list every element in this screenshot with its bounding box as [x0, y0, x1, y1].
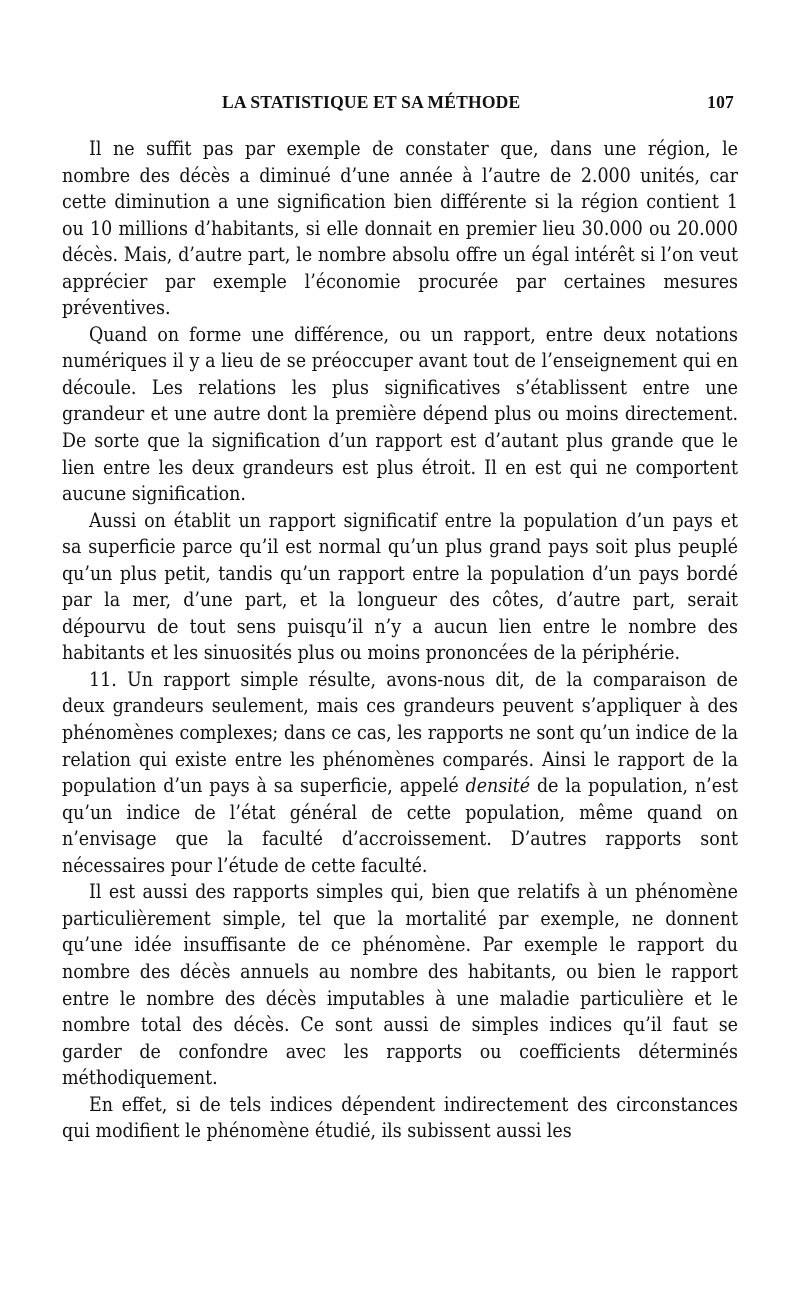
paragraph-4: [62, 667, 738, 879]
page-header: [62, 92, 738, 120]
paragraph-6: [62, 1092, 738, 1145]
paragraph-2: [62, 322, 738, 508]
paragraph-text: Il ne suffit pas par exemple de constater que, dans une région, le nombre des décès a diminué d’une année à l’autre de 2.000 unités, car cette diminution a une signification bien différente si la région contient 1 ou 10 millions d’habitants, si elle donnait en premier lieu 30.000 ou 20.000 décès. Mais, d’autre part, le nombre absolu offre un égal intérêt si l’on veut apprécier par exemple l’économie procurée par certaines mesures préventives.: [62, 137, 738, 320]
paragraph-text: Quand on forme une différence, ou un rapport, entre deux notations numériques il y a lieu de se préoccuper avant tout de l’enseignement qui en découle. Les relations les plus significatives s’établissent entre une grandeur et une autre dont la première dépend plus ou moins directement. De sorte que la signification d’un rapport est d’autant plus grande que le lien entre les deux grandeurs est plus étroit. Il en est qui ne comportent aucune signification.: [62, 322, 738, 506]
paragraph-3: [62, 508, 738, 667]
paragraph-text-before: 11. Un rapport simple résulte, avons-nous dit, de la comparaison de deux grandeurs seulement, mais ces grandeurs peuvent s’appliquer à des phénomènes complexes; dans ce cas, les rapports ne sont qu’un indice de la relation qui existe entre les phénomènes comparés. Ainsi le rapport de la population d’un pays à sa superficie, appelé: [62, 667, 738, 798]
emphasis-term: densité: [465, 774, 531, 798]
paragraph-1: [62, 136, 738, 322]
running-title: LA STATISTIQUE ET SA MÉTHODE: [222, 92, 521, 112]
paragraph-text: En effet, si de tels indices dépendent indirectement des circonstances qui modifient le phénomène étudié, ils subissent aussi les: [62, 1092, 738, 1143]
paragraph-text: Aussi on établit un rapport significatif entre la population d’un pays et sa superficie parce qu’il est normal qu’un plus grand pays soit plus peuplé qu’un plus petit, tandis qu’un rapport entre la population d’un pays bordé par la mer, d’une part, et la longueur des côtes, d’autre part, serait dépourvu de tout sens puisqu’il n’y a aucun lien entre le nombre des habitants et les sinuosités plus ou moins prononcées de la périphérie.: [62, 508, 738, 665]
page-body: [62, 136, 738, 1145]
paragraph-text-after: de la population, n’est qu’un indice de l’état général de cette population, même quand on n’envisage que la faculté d’accroissement. D’autres rapports sont nécessaires pour l’étude de cette faculté.: [62, 774, 738, 877]
paragraph-text: Il est aussi des rapports simples qui, bien que relatifs à un phénomène particulièrement simple, tel que la mortalité par exemple, ne donnent qu’une idée insuffisante de ce phénomène. Par exemple le rapport du nombre des décès annuels au nombre des habitants, ou bien le rapport entre le nombre des décès imputables à une maladie particulière et le nombre total des décès. Ce sont aussi de simples indices qu’il faut se garder de confondre avec les rapports ou coefficients déterminés méthodiquement.: [62, 880, 738, 1090]
book-page: [62, 92, 738, 1145]
paragraph-5: [62, 879, 738, 1091]
page-number: 107: [707, 92, 734, 112]
